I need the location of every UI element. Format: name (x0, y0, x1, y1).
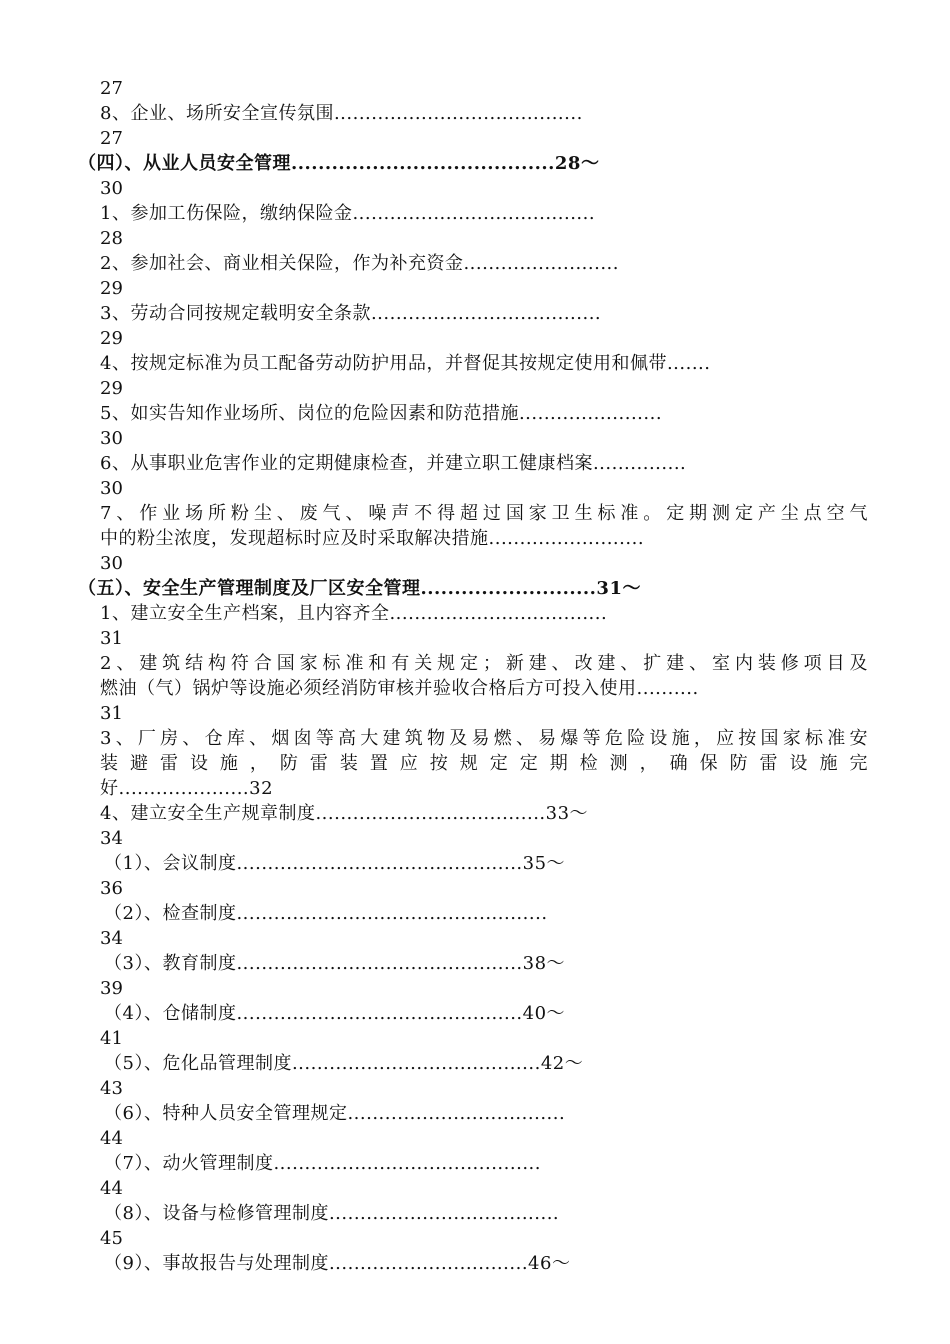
toc-entry: 6、从事职业危害作业的定期健康检查，并建立职工健康档案............... (100, 453, 687, 474)
toc-entry: 5、如实告知作业场所、岗位的危险因素和防范措施....................... (100, 403, 663, 424)
toc-page-number: 30 (100, 478, 123, 499)
toc-entry: （四）、从业人员安全管理.......................................28～ (78, 153, 600, 174)
toc-page-number: 29 (100, 278, 123, 299)
toc-page-number: 44 (100, 1178, 123, 1199)
toc-entry: 8、企业、场所安全宣传氛围........................................ (100, 103, 583, 124)
table-of-contents (78, 76, 868, 1276)
toc-page-number: 27 (100, 78, 123, 99)
toc-entry: （4）、仓储制度..............................................40～ (104, 1003, 566, 1024)
toc-page-number: 29 (100, 328, 123, 349)
toc-page-number: 39 (100, 978, 123, 999)
toc-entry: 4、按规定标准为员工配备劳动防护用品，并督促其按规定使用和佩带....... (100, 353, 711, 374)
toc-entry: （2）、检查制度.................................................. (104, 903, 548, 924)
toc-page-number: 34 (100, 828, 123, 849)
toc-entry: 燃油（气）锅炉等设施必须经消防审核并验收合格后方可投入使用.......... (100, 678, 699, 699)
toc-entry: 3、厂房、仓库、烟囱等高大建筑物及易燃、易爆等危险设施，应按国家标准安 (100, 728, 868, 749)
toc-page-number: 30 (100, 428, 123, 449)
toc-page-number: 43 (100, 1078, 123, 1099)
toc-page-number: 36 (100, 878, 123, 899)
toc-page-number: 30 (100, 553, 123, 574)
toc-entry: 好.....................32 (100, 778, 274, 799)
toc-entry: 1、建立安全生产档案，且内容齐全................................... (100, 603, 608, 624)
toc-entry: 2、建筑结构符合国家标准和有关规定；新建、改建、扩建、室内装修项目及 (100, 653, 868, 674)
toc-entry: 4、建立安全生产规章制度.....................................33～ (100, 803, 589, 824)
toc-page-number: 44 (100, 1128, 123, 1149)
toc-page-number: 31 (100, 703, 123, 724)
toc-entry: （9）、事故报告与处理制度................................46～ (104, 1253, 571, 1274)
toc-page-number: 31 (100, 628, 123, 649)
toc-entry: 2、参加社会、商业相关保险，作为补充资金......................... (100, 253, 619, 274)
toc-entry: （五）、安全生产管理制度及厂区安全管理..........................31～ (78, 578, 641, 599)
toc-page-number: 30 (100, 178, 123, 199)
toc-entry: （8）、设备与检修管理制度..................................... (104, 1203, 560, 1224)
toc-page-number: 28 (100, 228, 123, 249)
toc-entry: （3）、教育制度..............................................38～ (104, 953, 566, 974)
toc-entry: 7、作业场所粉尘、废气、噪声不得超过国家卫生标准。定期测定产尘点空气 (100, 503, 868, 524)
toc-page-number: 29 (100, 378, 123, 399)
toc-entry: （6）、特种人员安全管理规定................................... (104, 1103, 566, 1124)
toc-entry: 1、参加工伤保险，缴纳保险金....................................... (100, 203, 596, 224)
toc-page-number: 27 (100, 128, 123, 149)
toc-entry: （7）、动火管理制度........................................... (104, 1153, 541, 1174)
toc-entry: 中的粉尘浓度，发现超标时应及时采取解决措施......................... (100, 528, 645, 549)
toc-page-number: 34 (100, 928, 123, 949)
toc-entry: 装 避 雷 设 施 ， 防 雷 装 置 应 按 规 定 定 期 检 测 ， 确 保 防 雷 设 施 完 (100, 753, 868, 774)
toc-entry: （1）、会议制度..............................................35～ (104, 853, 566, 874)
toc-page-number: 45 (100, 1228, 123, 1249)
toc-page-number: 41 (100, 1028, 123, 1049)
toc-entry: （5）、危化品管理制度........................................42～ (104, 1053, 584, 1074)
toc-entry: 3、劳动合同按规定载明安全条款..................................... (100, 303, 602, 324)
